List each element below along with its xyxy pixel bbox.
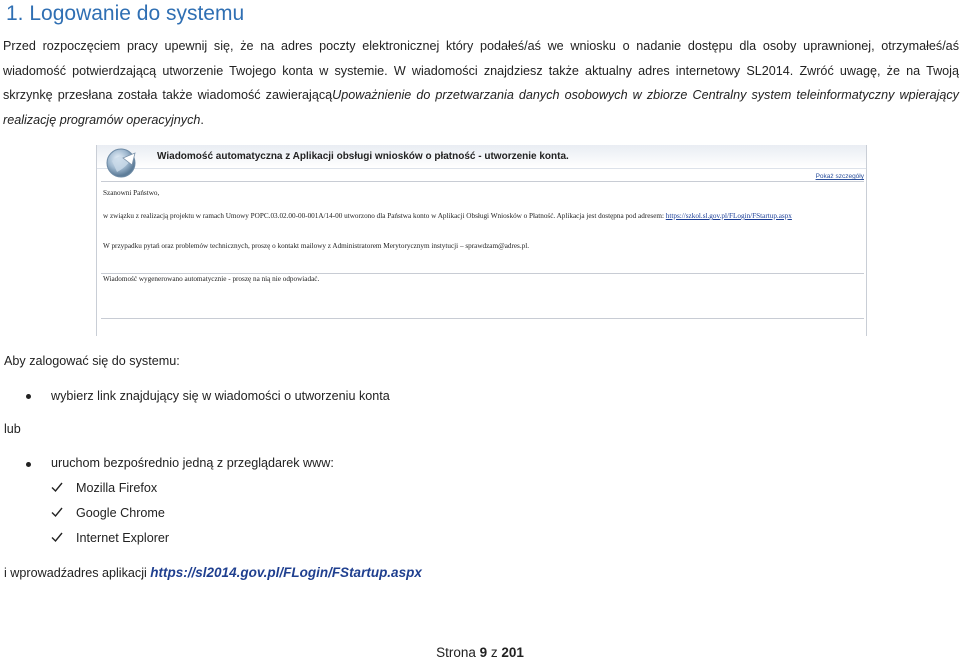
bullet-icon	[26, 462, 31, 467]
email-subject: Wiadomość automatyczna z Aplikacji obsługi wniosków o płatność - utworzenie konta.	[157, 151, 569, 162]
envelope-icon	[105, 146, 139, 180]
option-link: wybierz link znajdujący się w wiadomości o utworzeniu konta	[51, 389, 390, 403]
email-body-2: W przypadku pytań oraz problemów technicznych, proszę o kontakt mailowy z Administratorem Merytorycznym instytucji – sprawdzam@adres.pl.	[103, 242, 530, 250]
email-body-1	[103, 212, 792, 220]
browser-firefox: Mozilla Firefox	[76, 481, 158, 495]
email-greeting: Szanowni Państwo,	[103, 189, 160, 197]
footer-page: 9	[479, 645, 488, 660]
or-label: lub	[4, 422, 21, 436]
footer-sep: z	[490, 645, 498, 660]
footer-prefix: Strona	[436, 645, 476, 660]
browser-ie: Internet Explorer	[76, 531, 170, 545]
login-intro: Aby zalogować się do systemu:	[4, 354, 180, 368]
browser-chrome: Google Chrome	[76, 506, 165, 520]
section-heading: 1. Logowanie do systemu	[6, 2, 245, 25]
checkmark-icon	[51, 506, 63, 518]
enter-address-line	[4, 565, 422, 580]
intro-end: .	[200, 113, 204, 128]
enter-address-text: i wprowadźadres aplikacji	[4, 566, 147, 580]
intro-paragraph	[3, 34, 959, 133]
intro-italic: Upoważnienie do przetwarzania danych osobowych w zbiorze Centralny system teleinformatyczny wpierający realizację programów operacyjnych	[3, 88, 959, 128]
intro-text: Przed rozpoczęciem pracy upewnij się, że na adres poczty elektronicznej który podałeś/aś we wniosku o nadanie dostępu dla osoby uprawnionej, otrzymałeś/aś wiadomość potwierdzającą utworzenie Twojego konta w systemie. W wiadomości znajdziesz także aktualny adres internetowy SL2014. Zwróć uwagę, że na Twoją skrzynkę przesłana została także wiadomość zawierającą	[3, 39, 959, 103]
email-screenshot	[96, 145, 867, 336]
footer-total: 201	[501, 645, 524, 660]
checkmark-icon	[51, 531, 63, 543]
email-body-1-text: w związku z realizacją projektu w ramach Umowy POPC.03.02.00-00-001A/14-00 utworzono dla Państwa konto w Aplikacji Obsługi Wniosków o Płatność. Aplikacja jest dostępna pod adresem:	[103, 212, 664, 220]
bullet-icon	[26, 394, 31, 399]
option-browser: uruchom bezpośrednio jedną z przeglądarek www:	[51, 456, 334, 470]
email-footer-text: Wiadomość wygenerowano automatycznie - proszę na nią nie odpowiadać.	[103, 275, 320, 283]
show-details-link[interactable]: Pokaż szczegóły	[815, 173, 864, 180]
page-footer	[0, 645, 960, 660]
app-url-link[interactable]: https://sl2014.gov.pl/FLogin/FStartup.aspx	[150, 565, 422, 580]
checkmark-icon	[51, 481, 63, 493]
email-divider	[101, 181, 864, 182]
email-app-link[interactable]: https://szkol.sl.gov.pl/FLogin/FStartup.aspx	[665, 212, 792, 220]
